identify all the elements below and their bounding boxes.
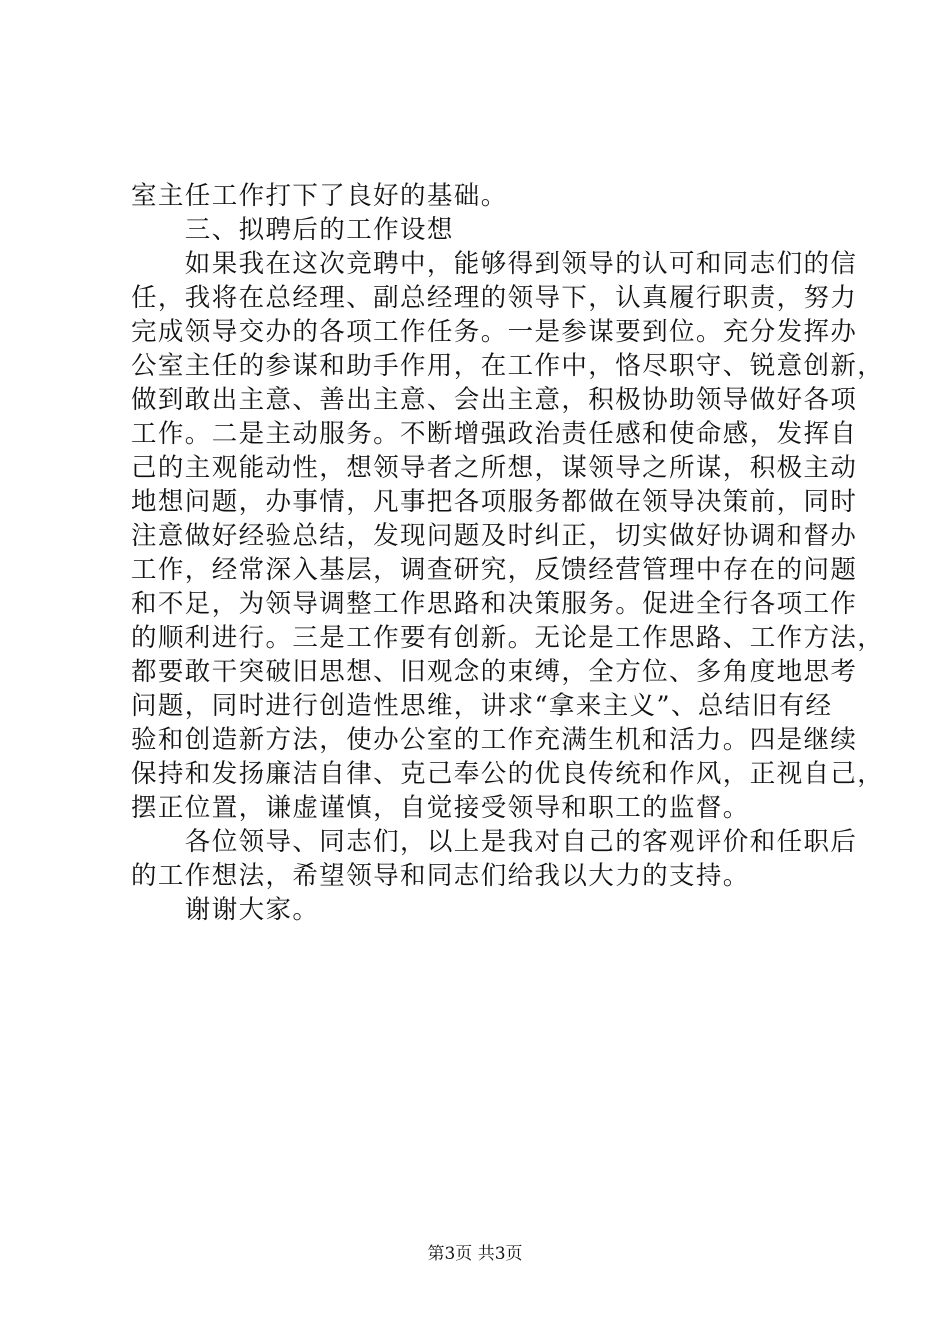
text-line: 验和创造新方法，使办公室的工作充满生机和活力。四是继续 xyxy=(131,725,858,755)
text-line: 摆正位置，谦虚谨慎，自觉接受领导和职工的监督。 xyxy=(131,793,750,823)
text-line: 的工作想法，希望领导和同志们给我以大力的支持。 xyxy=(131,861,750,891)
text-line: 注意做好经验总结，发现问题及时纠正，切实做好协调和督办 xyxy=(131,521,858,551)
text-line: 工作。二是主动服务。不断增强政治责任感和使命感，发挥自 xyxy=(131,419,858,449)
text-line: 如果我在这次竞聘中，能够得到领导的认可和同志们的信 xyxy=(131,249,858,279)
text-line: 地想问题，办事情，凡事把各项服务都做在领导决策前，同时 xyxy=(131,487,858,517)
text-line: 任，我将在总经理、副总经理的领导下，认真履行职责，努力 xyxy=(131,283,858,313)
text-line: 和不足，为领导调整工作思路和决策服务。促进全行各项工作 xyxy=(131,589,858,619)
section-heading: 三、拟聘后的工作设想 xyxy=(131,215,454,245)
closing-line: 谢谢大家。 xyxy=(131,895,320,925)
text-line: 的顺利进行。三是工作要有创新。无论是工作思路、工作方法， xyxy=(131,623,885,653)
page-number-footer: 第3页 共3页 xyxy=(427,1244,523,1264)
text-line: 都要敢干突破旧思想、旧观念的束缚，全方位、多角度地思考 xyxy=(131,657,858,687)
text-line: 公室主任的参谋和助手作用，在工作中，恪尽职守、锐意创新， xyxy=(131,351,885,381)
text-line: 己的主观能动性，想领导者之所想，谋领导之所谋，积极主动 xyxy=(131,453,858,483)
text-line: 工作，经常深入基层，调查研究，反馈经营管理中存在的问题 xyxy=(131,555,858,585)
text-line: 保持和发扬廉洁自律、克己奉公的优良传统和作风，正视自己， xyxy=(131,759,885,789)
text-line: 做到敢出主意、善出主意、会出主意，积极协助领导做好各项 xyxy=(131,385,858,415)
text-line: 各位领导、同志们，以上是我对自己的客观评价和任职后 xyxy=(131,827,858,857)
text-line: 室主任工作打下了良好的基础。 xyxy=(131,181,508,211)
text-line: 问题，同时进行创造性思维，讲求“拿来主义”、总结旧有经 xyxy=(131,691,833,721)
text-line: 完成领导交办的各项工作任务。一是参谋要到位。充分发挥办 xyxy=(131,317,858,347)
